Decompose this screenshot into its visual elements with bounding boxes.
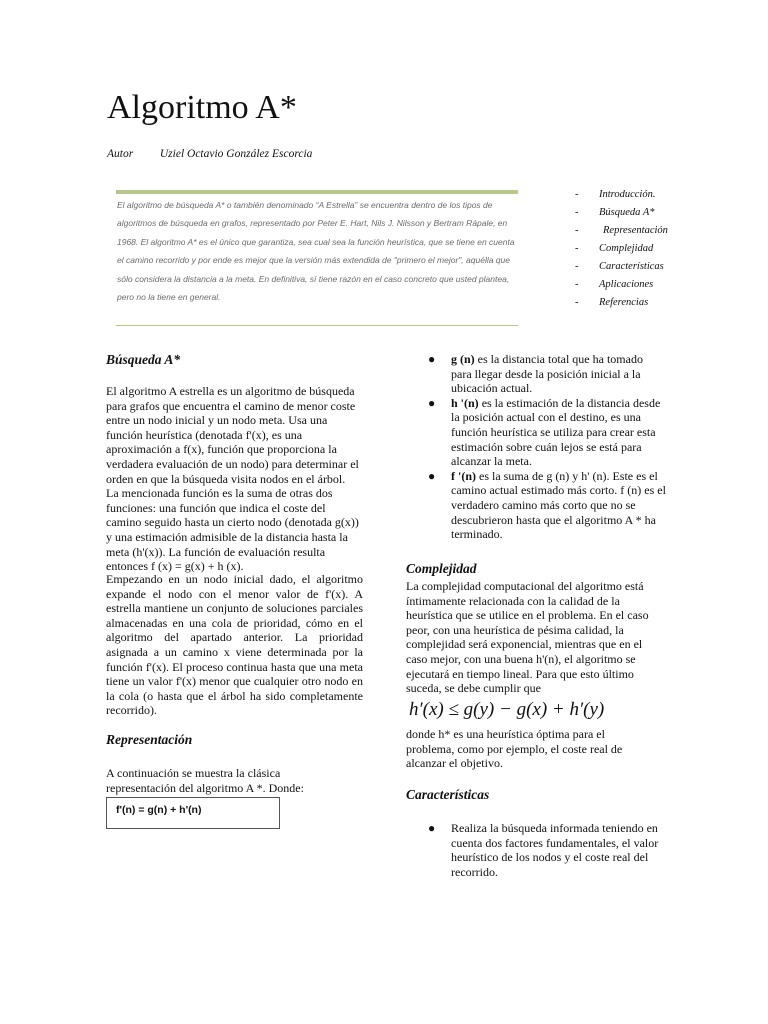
definition-f: ● f '(n) es la suma de g (n) y h' (n). Este es el camino actual estimado más corto. f (n) es el verdadero camino más corto que no se descubrieron hasta que el algoritmo A * ha terminado.	[428, 468, 666, 542]
table-of-contents	[575, 186, 668, 312]
toc-item-referencias[interactable]: - Referencias	[575, 297, 649, 308]
bullet-icon: ●	[428, 821, 436, 835]
heading-complejidad: Complejidad	[406, 561, 477, 576]
page-title: Algoritmo A*	[107, 89, 297, 126]
heading-busqueda: Búsqueda A*	[106, 352, 181, 367]
abstract-top-rule	[116, 190, 518, 194]
busqueda-paragraph-2: Empezando en un nodo inicial dado, el algoritmo expande el nodo con el menor valor de f'(x). A estrella mantiene un conjunto de soluciones parciales almacenadas en una cola de prioridad, cómo en el algoritmo del apartado anterior. La prioridad asignada a un camino x viene determinada por la función f'(x). El proceso continua hasta que una meta tiene un valor f'(x) menor que cualquier otro nodo en la cola (o hasta que el árbol ha sido completamente recorrido).	[106, 572, 363, 718]
definitions-list	[428, 352, 666, 542]
complejidad-after-text: donde h* es una heurística óptima para el problema, como por ejemplo, el coste real de alcanzar el objetivo.	[406, 727, 623, 771]
heading-caracteristicas: Características	[406, 787, 490, 802]
author-name: Uziel Octavio González Escorcia	[159, 148, 313, 160]
abstract-text: El algoritmo de búsqueda A* o también denominado “A Estrella” se encuentra dentro de los tipos de algoritmos de búsqueda en grafos, representado por Peter E. Hart, Nils J. Nilsson y Bertram Rápale, en 1968. El algoritmo A* es el único que garantiza, sea cual sea la función heurística, que se tiene en cuenta el camino recorrido y por ende es mejor que la versión más extendida de "primero el mejor", aquélla que sólo considera la distancia a la meta. En definitiva, sí tiene razón en el caso concreto que usted plantea, pero no la tiene en general.	[117, 200, 515, 303]
caracteristica-item: ● Realiza la búsqueda informada teniendo en cuenta dos factores fundamentales, el valor heurístico de los nodos y el coste real del recorrido.	[428, 821, 659, 879]
bullet-icon: ●	[428, 352, 436, 366]
toc-item-representacion[interactable]: - Representación	[575, 225, 668, 236]
representacion-text: A continuación se muestra la clásica representación del algoritmo A *. Donde:	[106, 766, 304, 795]
bullet-icon: ●	[428, 468, 436, 483]
formula-box	[106, 797, 280, 829]
caracteristicas-list	[428, 821, 660, 879]
definition-h: ● h '(n) es la estimación de la distancia desde la posición actual con el destino, es una función heurística se utiliza para crear esta estimación sobre cuán lejos se está para alcanzar la meta.	[428, 395, 661, 469]
formula-text: f'(n) = g(n) + h'(n)	[116, 804, 202, 816]
toc-item-caracteristicas[interactable]: - Características	[575, 261, 664, 272]
author-line	[107, 148, 312, 160]
complexity-inequality: h′(x) ≤ g(y) − g(x) + h′(y)	[409, 699, 605, 720]
toc-item-introduccion[interactable]: - Introducción.	[575, 189, 656, 200]
complejidad-text: La complejidad computacional del algoritmo está íntimamente relacionada con la calidad de la heurística que se utilice en el problema. En el caso peor, con una heurística de pésima calidad, la complejidad será exponencial, mientras que en el caso mejor, con una buena h'(n), el algoritmo se ejecutará en tiempo lineal. Para que esto último suceda, se debe cumplir que	[406, 579, 649, 696]
heading-representacion: Representación	[106, 732, 193, 747]
toc-item-complejidad[interactable]: - Complejidad	[575, 243, 654, 254]
toc-item-busqueda[interactable]: - Búsqueda A*	[575, 207, 655, 218]
busqueda-paragraph-1: El algoritmo A estrella es un algoritmo de búsqueda para grafos que encuentra el camino de menor coste entre un nodo inicial y un nodo meta. Usa una función heurística (denotada f'(x), es una aproximación a f(x), función que proporciona la verdadera evaluación de un nodo) para determinar el orden en que la búsqueda visita nodos en el árbol. La mencionada función es la suma de otras dos funciones: una función que indica el coste del camino seguido hasta un cierto nodo (denotada g(x)) y una estimación admisible de la distancia hasta la meta (h'(x)). La función de evaluación resulta entonces f (x) = g(x) + h (x).	[106, 384, 359, 574]
author-label: Autor	[107, 148, 134, 160]
toc-item-aplicaciones[interactable]: - Aplicaciones	[575, 279, 654, 290]
abstract-bottom-rule	[116, 325, 518, 326]
bullet-icon: ●	[428, 395, 436, 410]
definition-g: ● g (n) es la distancia total que ha tomado para llegar desde la posición inicial a la ubicación actual.	[428, 352, 643, 396]
